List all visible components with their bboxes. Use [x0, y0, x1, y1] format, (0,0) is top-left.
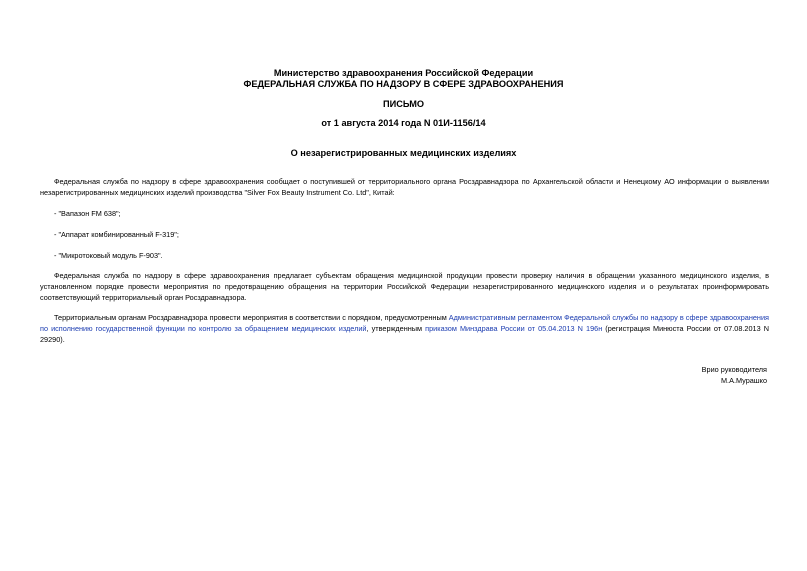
- document-type: ПИСЬМО: [382, 99, 425, 109]
- list-item: - "Микротоковый модуль F-903".: [54, 251, 163, 260]
- instruction-text-part1: Территориальным органам Росздравнадзора провести мероприятия в соответствии с порядком, предусмотренным: [54, 313, 449, 322]
- list-item: - "Аппарат комбинированный F-319";: [54, 230, 179, 239]
- instruction-paragraph: [40, 312, 769, 345]
- instruction-text-part2: , утвержденным: [366, 324, 426, 334]
- document-date-number: от 1 августа 2014 года N 01И-1156/14: [321, 118, 486, 128]
- proposal-paragraph: [40, 270, 769, 303]
- list-item: - "Вапазон FM 638";: [54, 209, 121, 218]
- instruction-text-part3: (регистрация Минюста России от 07.08.2013 N 29290).: [40, 324, 769, 345]
- instruction-text: [40, 312, 769, 345]
- signature-name: М.А.Мурашко: [720, 376, 767, 385]
- signature-position: Врио руководителя: [701, 365, 767, 374]
- ministry-title: Министерство здравоохранения Российской Федерации: [273, 68, 534, 78]
- intro-paragraph: [40, 176, 769, 198]
- regulation-link[interactable]: Административным регламентом Федеральной службы по надзору в сфере здравоохранения по исполнению государственной функции по контролю за обращением медицинских изделий: [40, 313, 769, 334]
- proposal-text: Федеральная служба по надзору в сфере здравоохранения предлагает субъектам обращения медицинской продукции провести проверку наличия в обращении указанного медицинского изделия, в установленном порядке провести мероприятия по предотвращению обращения на территории Российской Федерации незарегистрированного медицинского изделия и о результатах проинформировать соответствующий территориальный орган Росздравнадзора.: [40, 271, 769, 303]
- order-link[interactable]: приказом Минздрава России от 05.04.2013 N 196н: [425, 324, 603, 334]
- service-title: ФЕДЕРАЛЬНАЯ СЛУЖБА ПО НАДЗОРУ В СФЕРЕ ЗДРАВООХРАНЕНИЯ: [243, 79, 564, 89]
- intro-text: Федеральная служба по надзору в сфере здравоохранения сообщает о поступившей от территориального органа Росздравнадзора по Архангельской области и Ненецкому АО информации о выявлении незарегистрированных медицинских изделий производства "Silver Fox Beauty Instrument Co. Ltd", Китай:: [40, 177, 769, 198]
- document-subject: О незарегистрированных медицинских изделиях: [290, 148, 517, 158]
